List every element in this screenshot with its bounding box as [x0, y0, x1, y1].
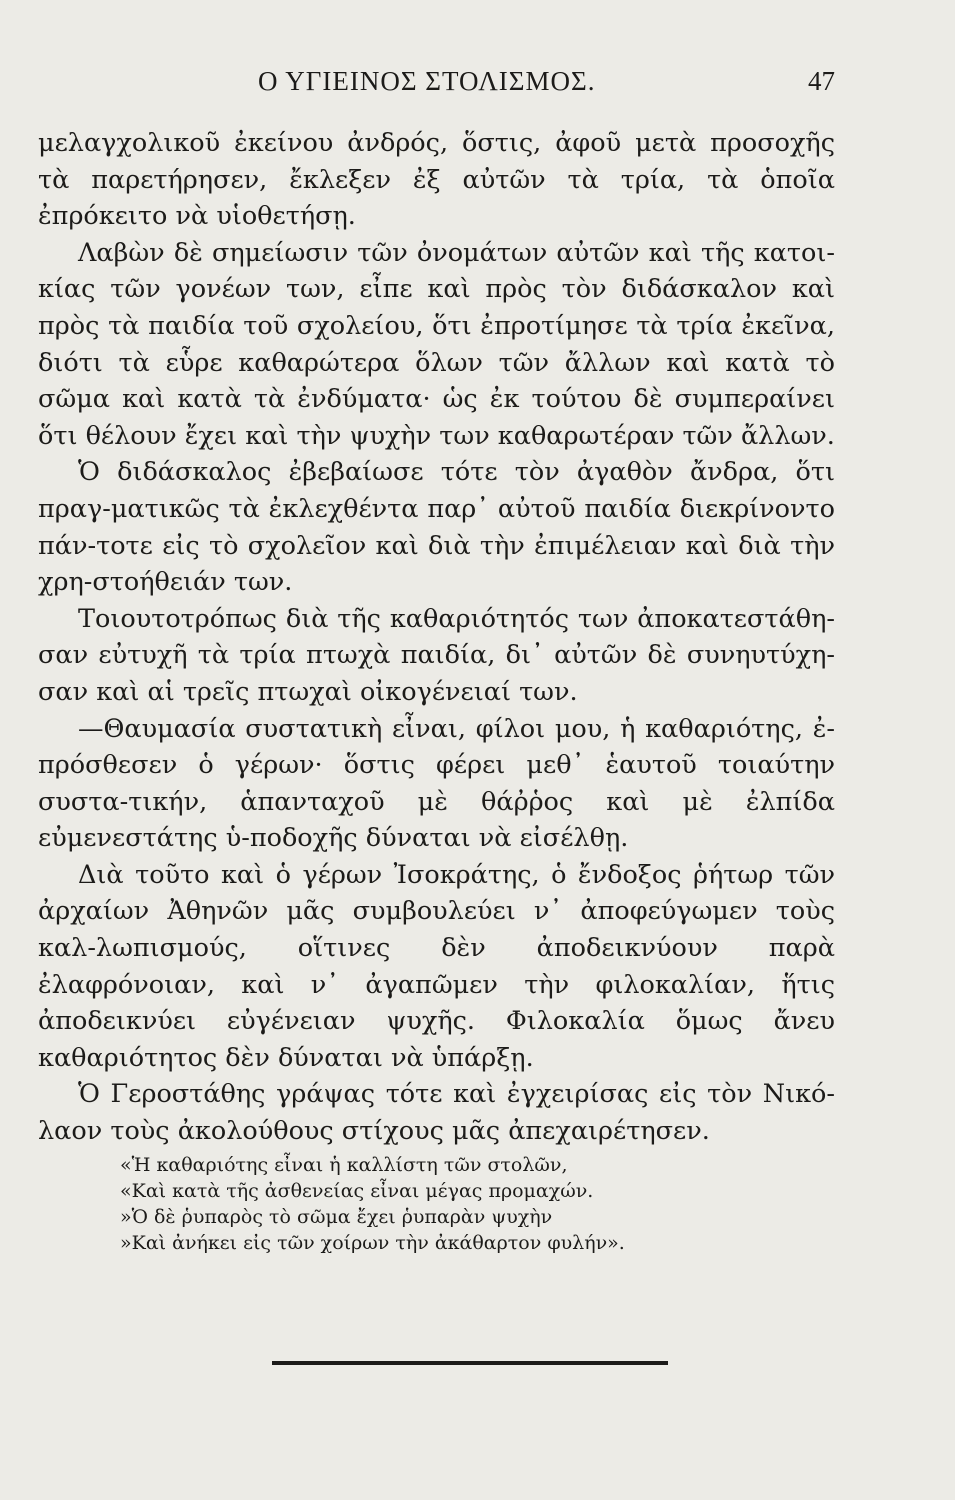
paragraph-continuation: μελαγχολικοῦ ἐκείνου ἀνδρός, ὅστις, ἀφοῦ μετὰ προσοχῆς τὰ παρετήρησεν, ἔκλεξεν ἐξ αὐτῶν τὰ τρία, τὰ ὁποῖα ἐπρόκειτο νὰ υἱοθετήσῃ.	[38, 128, 835, 232]
paragraph: Ὁ Γεροστάθης γράψας τότε καὶ ἐγχειρίσας εἰς τὸν Νικό-λαον τοὺς ἀκολούθους στίχους μᾶς ἀπεχαιρέτησεν.	[38, 1079, 835, 1147]
paragraph: Διὰ τοῦτο καὶ ὁ γέρων Ἰσοκράτης, ὁ ἔνδοξος ῥήτωρ τῶν ἀρχαίων Ἀθηνῶν μᾶς συμβουλεύει ν᾽ ἀποφεύγωμεν τοὺς καλ-λωπισμούς, οἵτινες δὲν ἀποδεικνύουν παρὰ ἐλαφρόνοιαν, καὶ ν᾽ ἀγαπῶμεν τὴν φιλοκαλίαν, ἥτις ἀποδεικνύει εὐγένειαν ψυχῆς. Φιλοκαλία ὅμως ἄνευ καθαριότητος δὲν δύναται νὰ ὑπάρξῃ.	[38, 859, 835, 1073]
paragraph: Τοιουτοτρόπως διὰ τῆς καθαριότητός των ἀποκατεστάθη-σαν εὐτυχῆ τὰ τρία πτωχὰ παιδία, δι᾽ αὐτῶν δὲ συνηυτύχη-σαν καὶ αἱ τρεῖς πτωχαὶ οἰκογένειαί των.	[38, 603, 835, 707]
running-head-title: Ο ΥΓΙΕΙΝΟΣ ΣΤΟΛΙΣΜΟΣ.	[258, 66, 596, 96]
verse-line: «Ἡ καθαριότης εἶναι ἡ καλλίστη τῶν στολῶν,	[120, 1153, 568, 1176]
running-head	[0, 66, 955, 106]
end-rule-divider	[272, 1361, 668, 1365]
verse-line: «Καὶ κατὰ τῆς ἀσθενείας εἶναι μέγας προμαχών.	[120, 1179, 594, 1202]
verse-line: »Καὶ ἀνήκει εἰς τῶν χοίρων τὴν ἀκάθαρτον φυλήν».	[120, 1231, 625, 1254]
paragraph: Λαβὼν δὲ σημείωσιν τῶν ὀνομάτων αὐτῶν καὶ τῆς κατοι-κίας τῶν γονέων των, εἶπε καὶ πρὸς τὸν διδάσκαλον καὶ πρὸς τὰ παιδία τοῦ σχολείου, ὅτι ἐπροτίμησε τὰ τρία ἐκεῖνα, διότι τὰ εὗρε καθαρώτερα ὅλων τῶν ἄλλων καὶ κατὰ τὸ σῶμα καὶ κατὰ τὰ ἐνδύματα· ὡς ἐκ τούτου δὲ συμπεραίνει ὅτι θέλουν ἔχει καὶ τὴν ψυχὴν των καθαρωτέραν τῶν ἄλλων.	[38, 237, 835, 451]
body-text	[38, 125, 835, 1256]
page-number: 47	[808, 66, 835, 96]
paragraph: Ὁ διδάσκαλος ἐβεβαίωσε τότε τὸν ἀγαθὸν ἄνδρα, ὅτι πραγ-ματικῶς τὰ ἐκλεχθέντα παρ᾽ αὐτοῦ παιδία διεκρίνοντο πάν-τοτε εἰς τὸ σχολεῖον καὶ διὰ τὴν ἐπιμέλειαν καὶ διὰ τὴν χρη-στοήθειάν των.	[38, 457, 835, 598]
paragraph-dialogue: —Θαυμασία συστατικὴ εἶναι, φίλοι μου, ἡ καθαριότης, ἐ-πρόσθεσεν ὁ γέρων· ὅστις φέρει μεθ᾽ ἑαυτοῦ τοιαύτην συστα-τικήν, ἁπανταχοῦ μὲ θάῤῥος καὶ μὲ ἐλπίδα εὐμενεστάτης ὑ-ποδοχῆς δύναται νὰ εἰσέλθῃ.	[38, 713, 835, 854]
verse-block	[120, 1152, 835, 1256]
verse-line: »Ὁ δὲ ῥυπαρὸς τὸ σῶμα ἔχει ῥυπαρὰν ψυχὴν	[120, 1205, 553, 1228]
